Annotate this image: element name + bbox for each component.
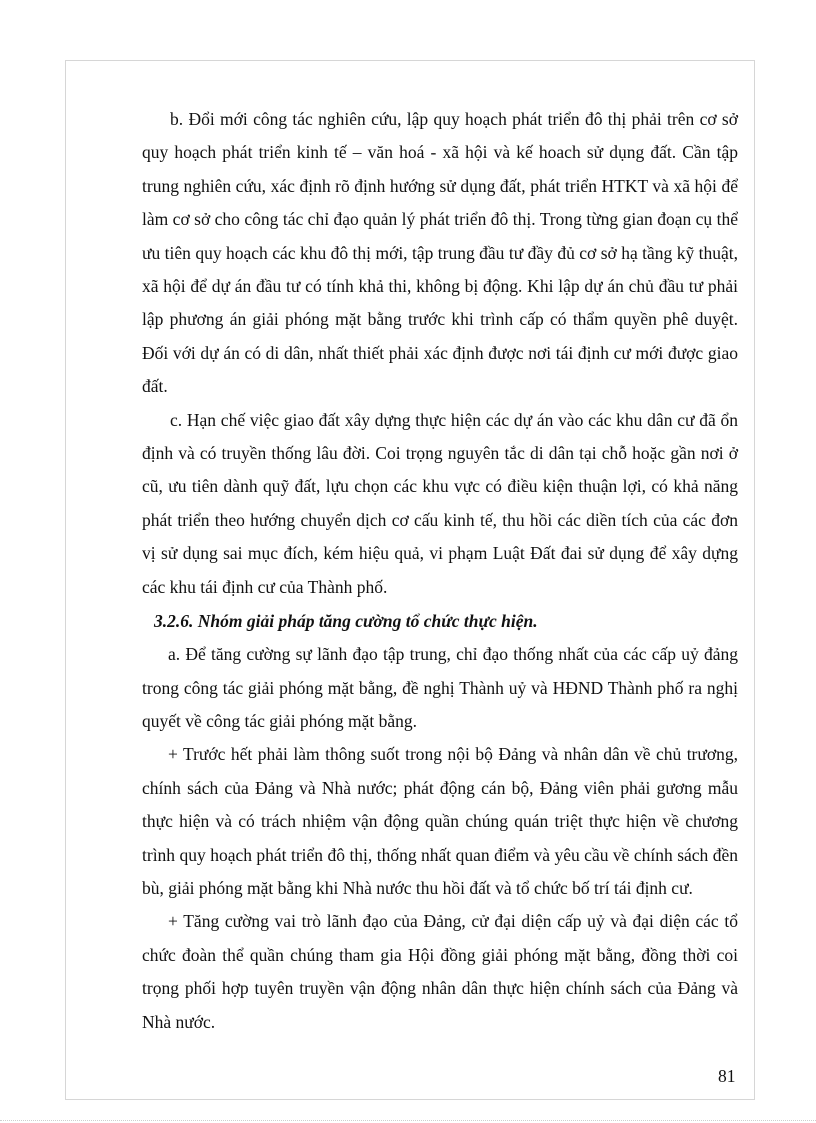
paragraph-plus-1: + Trước hết phải làm thông suốt trong nội bộ Đảng và nhân dân về chủ trương, chính sách của Đảng và Nhà nước; phát động cán bộ, Đảng viên phải gương mẫu thực hiện và có trách nhiệm vận động quần chúng quán triệt thực hiện về chương trình quy hoạch phát triển đô thị, thống nhất quan điểm và yêu cầu về chính sách đền bù, giải phóng mặt bằng khi Nhà nước thu hồi đất và tổ chức bố trí tái định cư. <box>142 744 738 898</box>
paragraph-a: a. Để tăng cường sự lãnh đạo tập trung, chỉ đạo thống nhất của các cấp uỷ đảng trong công tác giải phóng mặt bằng, đề nghị Thành uỷ và HĐND Thành phố ra nghị quyết về công tác giải phóng mặt bằng. <box>142 644 738 731</box>
paragraph-c: c. Hạn chế việc giao đất xây dựng thực hiện các dự án vào các khu dân cư đã ổn định và có truyền thống lâu đời. Coi trọng nguyên tắc di dân tại chỗ hoặc gần nơi ở cũ, ưu tiên dành quỹ đất, lựu chọn các khu vực có điều kiện thuận lợi, có khả năng phát triển theo hướng chuyển dịch cơ cấu kinh tế, thu hồi các diền tích của các đơn vị sử dụng sai mục đích, kém hiệu quả, vi phạm Luật Đất đai sử dụng để xây dựng các khu tái định cư của Thành phố. <box>142 409 738 597</box>
page-number: 81 <box>718 1066 736 1086</box>
bottom-divider <box>0 1120 816 1121</box>
body-text <box>142 103 738 1039</box>
section-heading: 3.2.6. Nhóm giải pháp tăng cường tổ chức thực hiện. <box>154 611 538 632</box>
paragraph-plus-2: + Tăng cường vai trò lãnh đạo của Đảng, cử đại diện cấp uỷ và đại diện các tổ chức đoàn thể quần chúng tham gia Hội đồng giải phóng mặt bằng, đồng thời coi trọng phối hợp tuyên truyền vận động nhân dân thực hiện chính sách của Đảng và Nhà nước. <box>142 911 738 1032</box>
paragraph-b: b. Đổi mới công tác nghiên cứu, lập quy hoạch phát triển đô thị phải trên cơ sở quy hoạch phát triển kinh tế – văn hoá - xã hội và kế hoach sử dụng đất. Cần tập trung nghiên cứu, xác định rõ định hướng sử dụng đất, phát triển HTKT và xã hội để làm cơ sở cho công tác chỉ đạo quản lý phát triển đô thị. Trong từng gian đoạn cụ thể ưu tiên quy hoạch các khu đô thị mới, tập trung đầu tư đầy đủ cơ sở hạ tầng kỹ thuật, xã hội để dự án đầu tư có tính khả thi, không bị động. Khi lập dự án chủ đầu tư phải lập phương án giải phóng mặt bằng trước khi trình cấp có thẩm quyền phê duyệt. Đối với dự án có di dân, nhất thiết phải xác định được nơi tái định cư mới được giao đất. <box>142 109 738 397</box>
